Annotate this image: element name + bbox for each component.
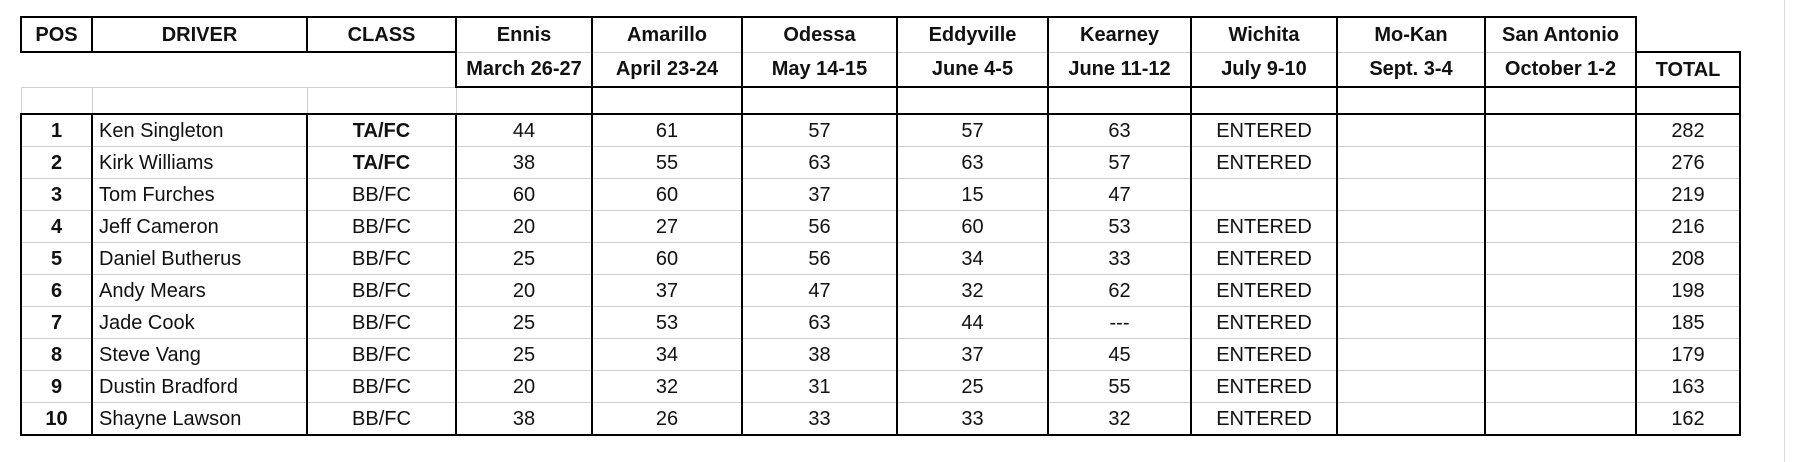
event-result-cell: 47 [742,275,897,307]
event-result-cell: 33 [742,403,897,436]
event-result-cell: 61 [592,114,742,147]
event-result-cell: 53 [592,307,742,339]
event-result-cell: 63 [1048,114,1191,147]
event-result-cell: ENTERED [1191,275,1337,307]
total-points-cell: 208 [1636,243,1740,275]
header-event-name: Eddyville [897,17,1048,52]
header-event-date: April 23-24 [592,52,742,87]
header-pos: POS [21,17,92,52]
event-result-cell: ENTERED [1191,147,1337,179]
total-points-cell: 219 [1636,179,1740,211]
event-result-cell: 38 [456,403,592,436]
standings-table [20,16,1741,436]
event-result-cell [1485,371,1636,403]
event-result-cell: 44 [456,114,592,147]
total-points-cell: 276 [1636,147,1740,179]
table-row [21,114,1740,147]
header-event-name: Kearney [1048,17,1191,52]
header-row-dates [21,52,1740,87]
event-result-cell: 53 [1048,211,1191,243]
event-result-cell: 26 [592,403,742,436]
event-result-cell [1337,243,1485,275]
event-result-cell [1191,179,1337,211]
table-row [21,307,1740,339]
event-result-cell: 60 [897,211,1048,243]
spacer-cell [1636,87,1740,114]
class-cell: BB/FC [307,179,456,211]
header-total: TOTAL [1636,52,1740,87]
event-result-cell [1337,211,1485,243]
event-result-cell: 31 [742,371,897,403]
event-result-cell: 55 [1048,371,1191,403]
event-result-cell: 60 [592,243,742,275]
event-result-cell: 20 [456,371,592,403]
header-driver: DRIVER [92,17,307,52]
event-result-cell [1485,147,1636,179]
spacer-cell [1048,87,1191,114]
total-points-cell: 162 [1636,403,1740,436]
position-cell: 6 [21,275,92,307]
driver-name-cell: Andy Mears [92,275,307,307]
event-result-cell: 57 [897,114,1048,147]
driver-name-cell: Daniel Butherus [92,243,307,275]
spacer-cell [456,87,592,114]
event-result-cell: 25 [456,339,592,371]
header-event-date: June 4-5 [897,52,1048,87]
event-result-cell: 56 [742,243,897,275]
header-event-date: Sept. 3-4 [1337,52,1485,87]
class-cell: BB/FC [307,211,456,243]
spacer-cell [1191,87,1337,114]
header-event-name: Wichita [1191,17,1337,52]
event-result-cell: 56 [742,211,897,243]
event-result-cell: 20 [456,211,592,243]
spacer-cell [1485,87,1636,114]
event-result-cell: 57 [742,114,897,147]
event-result-cell: 27 [592,211,742,243]
event-result-cell: 25 [456,307,592,339]
header-blank [21,52,92,87]
event-result-cell: ENTERED [1191,114,1337,147]
spacer-cell [92,87,307,114]
position-cell: 10 [21,403,92,436]
table-row [21,371,1740,403]
event-result-cell: 32 [897,275,1048,307]
header-blank [92,52,307,87]
class-cell: TA/FC [307,147,456,179]
driver-name-cell: Kirk Williams [92,147,307,179]
event-result-cell: 57 [1048,147,1191,179]
event-result-cell [1485,307,1636,339]
event-result-cell: --- [1048,307,1191,339]
event-result-cell: ENTERED [1191,403,1337,436]
driver-name-cell: Jade Cook [92,307,307,339]
total-points-cell: 282 [1636,114,1740,147]
event-result-cell: 38 [742,339,897,371]
total-points-cell: 216 [1636,211,1740,243]
event-result-cell [1485,243,1636,275]
header-spacer-row [21,87,1740,114]
spacer-cell [1337,87,1485,114]
event-result-cell: 37 [897,339,1048,371]
event-result-cell: 45 [1048,339,1191,371]
event-result-cell [1485,114,1636,147]
event-result-cell: 62 [1048,275,1191,307]
event-result-cell: 55 [592,147,742,179]
position-cell: 9 [21,371,92,403]
event-result-cell: 32 [1048,403,1191,436]
total-points-cell: 163 [1636,371,1740,403]
event-result-cell [1485,339,1636,371]
table-row [21,403,1740,436]
table-row [21,275,1740,307]
header-event-name: Ennis [456,17,592,52]
event-result-cell: 37 [742,179,897,211]
header-event-date: October 1-2 [1485,52,1636,87]
class-cell: BB/FC [307,339,456,371]
class-cell: BB/FC [307,275,456,307]
event-result-cell: 33 [897,403,1048,436]
driver-name-cell: Steve Vang [92,339,307,371]
event-result-cell: 63 [742,307,897,339]
position-cell: 5 [21,243,92,275]
event-result-cell: 63 [742,147,897,179]
event-result-cell [1337,339,1485,371]
spacer-cell [742,87,897,114]
event-result-cell: 34 [592,339,742,371]
driver-name-cell: Jeff Cameron [92,211,307,243]
event-result-cell [1337,371,1485,403]
header-event-date: June 11-12 [1048,52,1191,87]
event-result-cell: 47 [1048,179,1191,211]
total-points-cell: 185 [1636,307,1740,339]
driver-name-cell: Tom Furches [92,179,307,211]
event-result-cell: ENTERED [1191,211,1337,243]
header-event-name: San Antonio [1485,17,1636,52]
event-result-cell: 33 [1048,243,1191,275]
event-result-cell: 60 [456,179,592,211]
header-event-name: Mo-Kan [1337,17,1485,52]
class-cell: BB/FC [307,243,456,275]
spacer-cell [592,87,742,114]
event-result-cell: 25 [456,243,592,275]
position-cell: 7 [21,307,92,339]
position-cell: 2 [21,147,92,179]
class-cell: BB/FC [307,371,456,403]
event-result-cell: 63 [897,147,1048,179]
event-result-cell: 34 [897,243,1048,275]
driver-name-cell: Shayne Lawson [92,403,307,436]
event-result-cell [1337,403,1485,436]
event-result-cell [1337,307,1485,339]
event-result-cell [1337,147,1485,179]
header-class: CLASS [307,17,456,52]
event-result-cell [1485,403,1636,436]
event-result-cell: 60 [592,179,742,211]
class-cell: BB/FC [307,307,456,339]
header-blank [307,52,456,87]
position-cell: 3 [21,179,92,211]
class-cell: TA/FC [307,114,456,147]
spacer-cell [21,87,92,114]
table-row [21,147,1740,179]
event-result-cell [1337,179,1485,211]
header-event-date: July 9-10 [1191,52,1337,87]
header-event-name: Amarillo [592,17,742,52]
table-row [21,179,1740,211]
event-result-cell [1485,179,1636,211]
event-result-cell: 37 [592,275,742,307]
event-result-cell: 38 [456,147,592,179]
event-result-cell: 32 [592,371,742,403]
header-event-date: May 14-15 [742,52,897,87]
event-result-cell: 44 [897,307,1048,339]
spacer-cell [307,87,456,114]
event-result-cell: 15 [897,179,1048,211]
position-cell: 1 [21,114,92,147]
event-result-cell: ENTERED [1191,339,1337,371]
spacer-cell [897,87,1048,114]
header-total-spacer [1636,17,1740,52]
event-result-cell: ENTERED [1191,243,1337,275]
event-result-cell [1337,275,1485,307]
event-result-cell: 20 [456,275,592,307]
total-points-cell: 179 [1636,339,1740,371]
total-points-cell: 198 [1636,275,1740,307]
event-result-cell [1337,114,1485,147]
event-result-cell: 25 [897,371,1048,403]
event-result-cell: ENTERED [1191,371,1337,403]
driver-name-cell: Dustin Bradford [92,371,307,403]
driver-name-cell: Ken Singleton [92,114,307,147]
class-cell: BB/FC [307,403,456,436]
table-row [21,339,1740,371]
table-row [21,211,1740,243]
table-row [21,243,1740,275]
event-result-cell: ENTERED [1191,307,1337,339]
position-cell: 8 [21,339,92,371]
position-cell: 4 [21,211,92,243]
event-result-cell [1485,211,1636,243]
header-row-locations [21,17,1740,52]
header-event-name: Odessa [742,17,897,52]
event-result-cell [1485,275,1636,307]
header-event-date: March 26-27 [456,52,592,87]
